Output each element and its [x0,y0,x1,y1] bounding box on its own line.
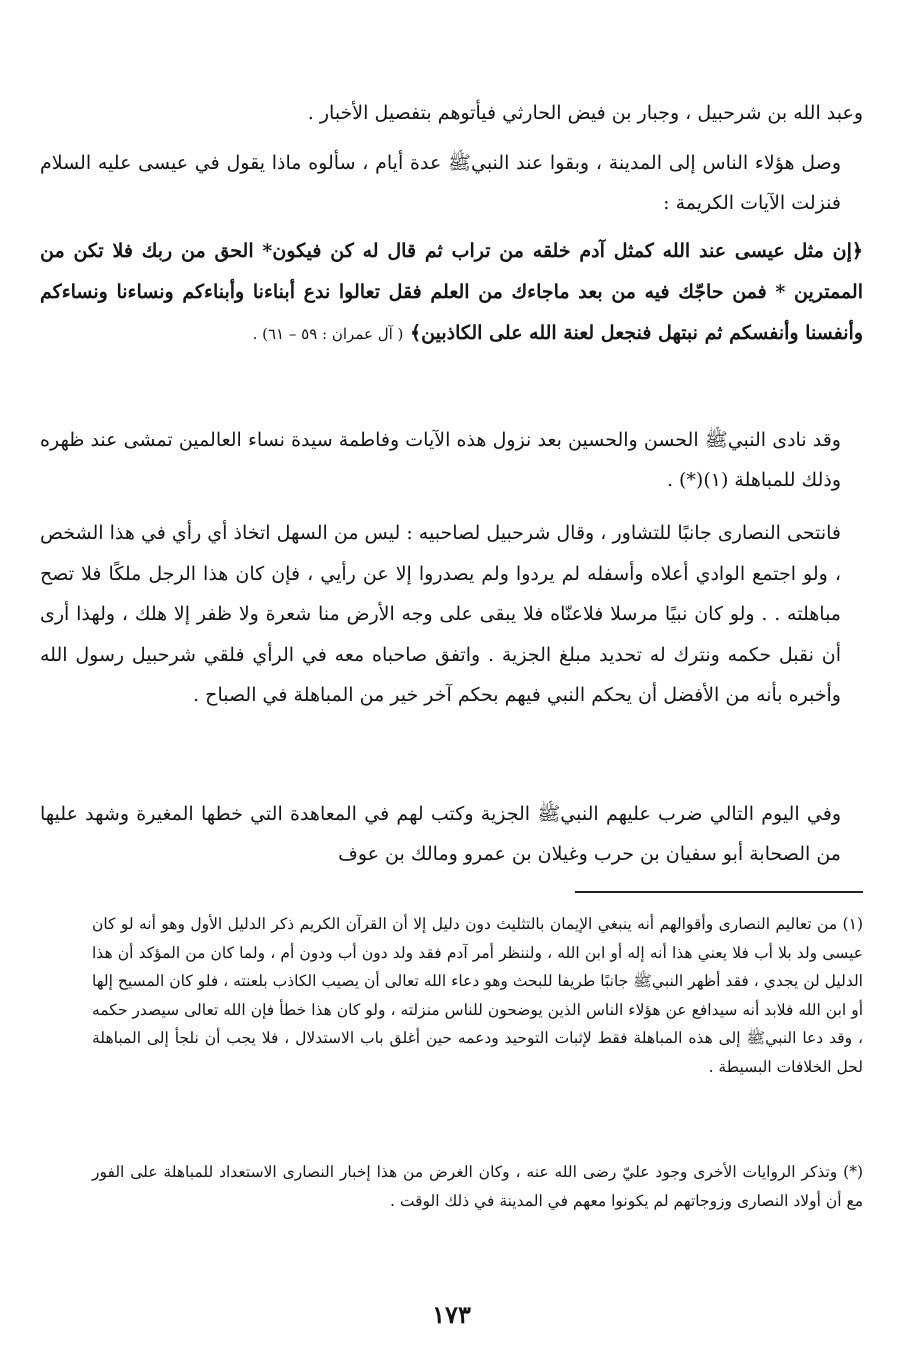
paragraph-5: فانتحى النصارى جانبًا للتشاور ، وقال شرحبيل لصاحبيه : ليس من السهل اتخاذ أي رأي في هذا الشخص ، ولو اجتمع الوادي أعلاه وأسفله لم يردوا ولم يصدروا إلا عن رأيي ، فإن كان هذا الرجل ملكًا فلا تصح مباهلته . . ولو كان نبيًا مرسلا فلاعنّاه فلا يبقى على وجه الأرض منا شعرة ولا ظفر إلا هلك ، ولهذا أرى أن نقبل حكمه ونترك له تحديد مبلغ الجزية . واتفق صاحباه معه في الرأي فلقي شرحبيل رسول الله وأخبره بأنه من الأفضل أن يحكم النبي فيهم بحكم آخر خير من المباهلة في الصباح . [40,522,841,706]
paragraph-4: وقد نادى النبيﷺ الحسن والحسين بعد نزول هذه الآيات وفاطمة سيدة نساء العالمين تمشى عند ظهره وذلك للمباهلة (١)(*) . [40,429,841,491]
footnote-1-marker: (١) [842,915,863,933]
footnote-2-text: وتذكر الروايات الأخرى وجود عليّ رضى الله عنه ، وكان الغرض من هذا إخبار النصارى الاستعداد للمباهلة على الفور مع أن أولاد النصارى وزوجاتهم لم يكونوا معهم في المدينة في ذلك الوقت . [92,1163,863,1210]
verse-reference: ( آل عمران : ٥٩ – ٦١) . [252,325,404,343]
page-number: ١٧٣ [432,1300,471,1329]
footnote-separator [575,891,863,893]
footnote-1 [92,910,863,1081]
footnote-2-marker: (*) [843,1163,863,1181]
quran-verse: ﴿إن مثل عيسى عند الله كمثل آدم خلقه من تراب ثم قال له كن فيكون* الحق من ربك فلا تكن من الممترين * فمن حاجّك فيه من بعد ماجاءك من العلم فقل تعالوا ندع أبناءنا وأبناءكم ونساءنا ونساءكم وأنفسنا وأنفسكم ثم نبتهل فنجعل لعنة الله على الكاذبين﴾ [40,240,863,344]
paragraph-6: وفي اليوم التالي ضرب عليهم النبيﷺ الجزية وكتب لهم في المعاهدة التي خطها المغيرة وشهد عليها من الصحابة أبو سفيان بن حرب وغيلان بن عمرو ومالك بن عوف [40,803,841,865]
paragraph-2: وصل هؤلاء الناس إلى المدينة ، وبقوا عند النبيﷺ عدة أيام ، سألوه ماذا يقول في عيسى عليه السلام فنزلت الآيات الكريمة : [40,152,841,214]
quran-verse-paragraph [40,231,863,355]
footnote-1-text: من تعاليم النصارى وأقوالهم أنه ينبغي الإيمان بالتثليث دون دليل إلا أن القرآن الكريم ذكر الدليل الأول وهو أنه لو كان عيسى ولد بلا أب فلا يعني هذا أنه إله أو ابن الله ، ولننظر أمر آدم فقد ولد دون أب ودون أم ، ولما كان من المؤكد أن هذا الدليل لن يجدي ، فقد أظهر النبيﷺ جانبًا طريفا للبحث وهو دعاء الله تعالى أن يصيب الكاذب بلعنته ، فلو كان المسيح إلها أو ابن الله فلابد أنه سيدافع عن هؤلاء الناس الذين يوضحون للناس منزلته ، ولو كان هذا خطأ فإن الله تعالى سيصدر حكمه ، وقد دعا النبيﷺ إلى هذه المباهلة فقط لإثبات التوحيد ودعمه حين أغلق باب الاستدلال ، فلا يجب أن نلجأ إلى المباهلة لحل الخلافات البسيطة . [92,915,863,1076]
paragraph-1: وعبد الله بن شرحبيل ، وجبار بن فيض الحارثي فيأتوهم بتفصيل الأخبار . [307,102,863,124]
footnote-2 [92,1158,863,1215]
